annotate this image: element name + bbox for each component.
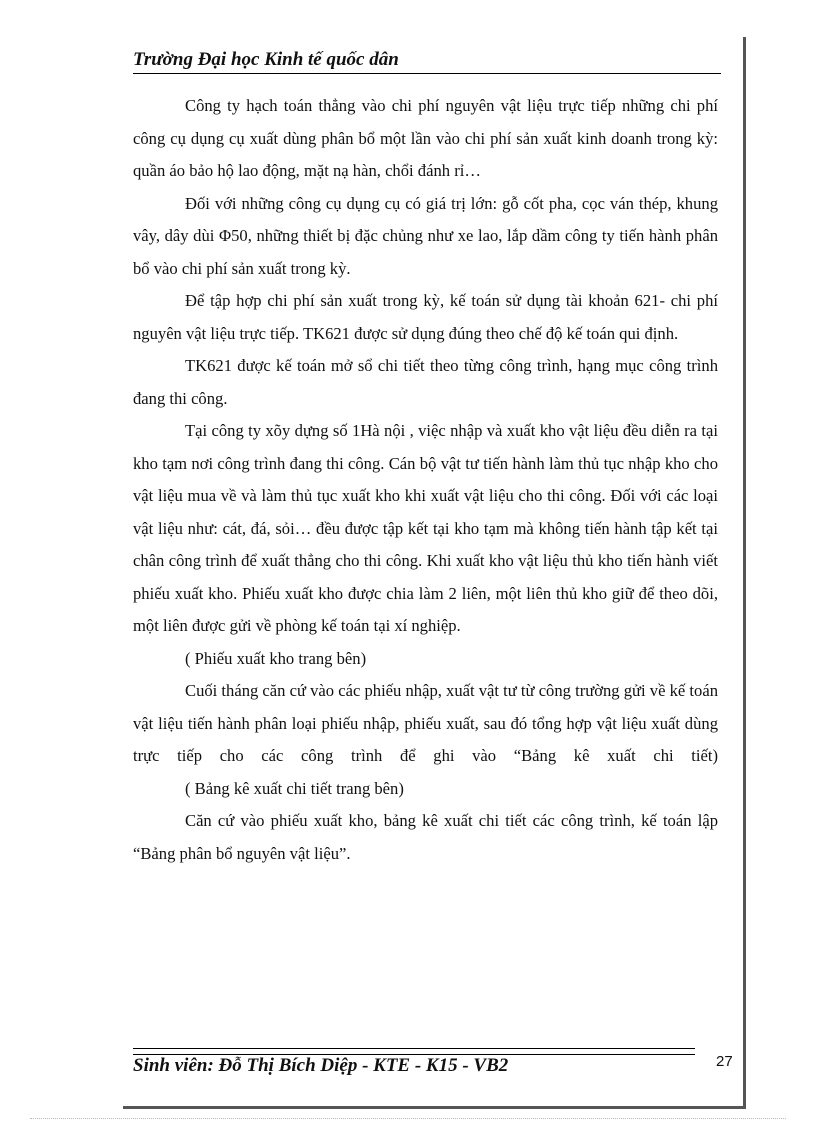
paragraph: TK621 được kế toán mở sổ chi tiết theo từng công trình, hạng mục công trình đang thi công. <box>133 356 718 408</box>
paragraph: Công ty hạch toán thẳng vào chi phí nguyên vật liệu trực tiếp những chi phí công cụ dụng cụ xuất dùng phân bổ một lần vào chi phí sản xuất kinh doanh trong kỳ: quần áo bảo hộ lao động, mặt nạ hàn, chổi đánh rỉ… <box>133 96 718 180</box>
page-header: Trường Đại học Kinh tế quốc dân <box>133 49 721 74</box>
paragraph: Tại công ty xõy dựng số 1Hà nội , việc nhập và xuất kho vật liệu đều diễn ra tại kho tạm nơi công trình đang thi công. Cán bộ vật tư tiến hành làm thủ tục nhập kho cho vật liệu mua về và làm thủ tục xuất kho khi xuất vật liệu cho thi công. Đối với các loại vật liệu như: cát, đá, sỏi… đều được tập kết tại kho tạm mà không tiến hành tập kết tại chân công trình để xuất thẳng cho thi công. Khi xuất kho vật liệu thủ kho tiến hành viết phiếu xuất kho. Phiếu xuất kho được chia làm 2 liên, một liên thủ kho giữ để theo dõi, một liên được gửi về phòng kế toán tại xí nghiệp. <box>133 421 718 635</box>
paragraph: Căn cứ vào phiếu xuất kho, bảng kê xuất chi tiết các công trình, kế toán lập “Bảng phân bổ nguyên vật liệu”. <box>133 811 718 863</box>
body-text <box>133 90 718 870</box>
paragraph: Cuối tháng căn cứ vào các phiếu nhập, xuất vật tư từ công trường gửi về kế toán vật liệu tiến hành phân loại phiếu nhập, phiếu xuất, sau đó tổng hợp vật liệu xuất dùng trực tiếp cho các công trình để ghi vào “Bảng kê xuất chi tiết) <box>133 681 718 765</box>
page-number: 27 <box>716 1053 733 1070</box>
paragraph: ( Phiếu xuất kho trang bên) <box>185 648 367 668</box>
paragraph: Để tập hợp chi phí sản xuất trong kỳ, kế toán sử dụng tài khoản 621- chi phí nguyên vật liệu trực tiếp. TK621 được sử dụng đúng theo chế độ kế toán qui định. <box>133 291 718 343</box>
page-break-line <box>30 1118 786 1119</box>
page-footer: Sinh viên: Đỗ Thị Bích Diệp - KTE - K15 - VB2 <box>133 1055 509 1076</box>
footer-divider <box>133 1048 695 1055</box>
paragraph: ( Bảng kê xuất chi tiết trang bên) <box>185 778 404 798</box>
paragraph: Đối với những công cụ dụng cụ có giá trị lớn: gỗ cốt pha, cọc ván thép, khung vây, dây dùi Φ50, những thiết bị đặc chủng như xe lao, lắp dầm công ty tiến hành phân bổ vào chi phí sản xuất trong kỳ. <box>133 193 718 278</box>
